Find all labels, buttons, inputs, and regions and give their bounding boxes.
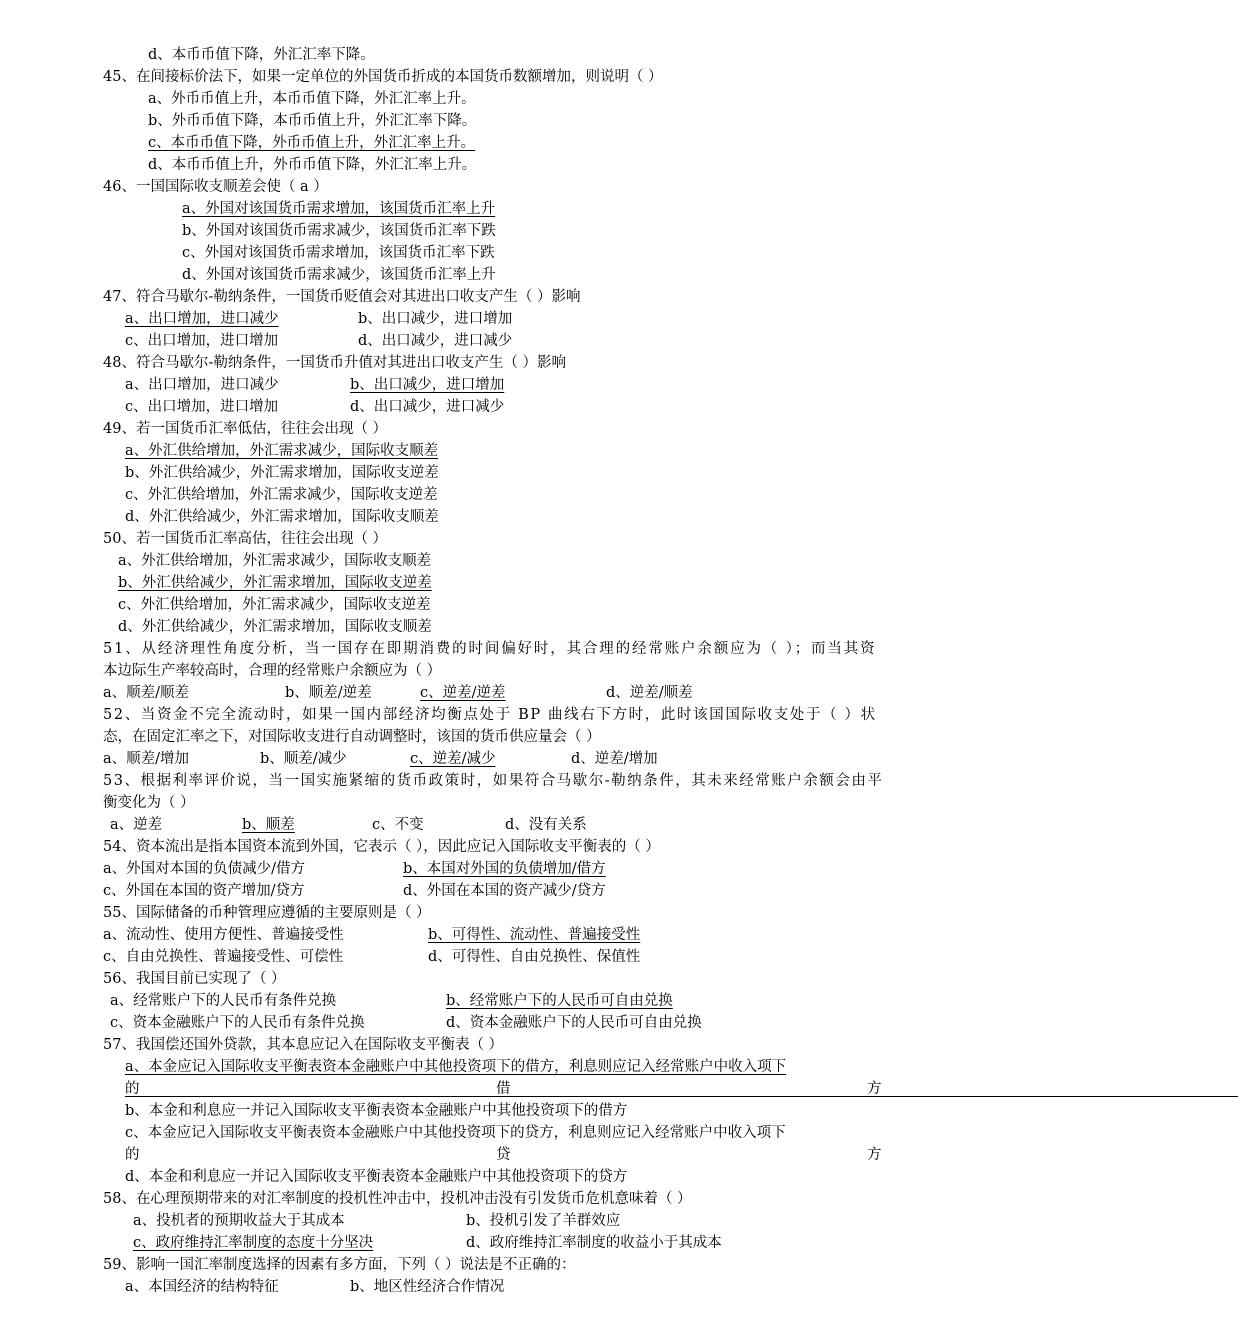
text-line-44: 衡变化为（ ）: [103, 795, 195, 811]
text-line-39: a、顺差/增加: [103, 751, 190, 767]
text-line-43: 53、根据利率评价说，当一国实施紧缩的货币政策时，如果符合马歇尔-勒纳条件，其未来经常账户余额会由平: [103, 773, 884, 789]
text-line-41: c、逆差/减少: [410, 751, 496, 767]
text-line-78: b、地区性经济合作情况: [350, 1279, 505, 1295]
text-line-46: b、顺差: [242, 817, 295, 833]
text-line-25: d、外汇供给减少，外汇需求增加，国际收支顺差: [125, 509, 439, 525]
text-line-28: b、外汇供给减少，外汇需求增加，国际收支逆差: [118, 575, 432, 591]
text-line-76: 59、影响一国汇率制度选择的因素有多方面，下列（ ）说法是不正确的：: [103, 1257, 576, 1273]
text-line-0: d、本币币值下降，外汇汇率下降。: [148, 47, 375, 63]
text-line-14: c、出口增加，进口增加: [125, 333, 279, 349]
text-line-34: b、顺差/逆差: [285, 685, 372, 701]
text-line-36: d、逆差/顺差: [606, 685, 693, 701]
text-line-23: b、外汇供给减少，外汇需求增加，国际收支逆差: [125, 465, 439, 481]
text-line-73: b、投机引发了羊群效应: [466, 1213, 621, 1229]
text-line-62: c、资本金融账户下的人民币有条件兑换: [110, 1015, 365, 1031]
text-line-68: c、本金应记入国际收支平衡表资本金融账户中其他投资项下的贷方，利息则应记入经常账户中收入项下: [125, 1125, 786, 1141]
text-line-20: d、出口减少，进口减少: [350, 399, 505, 415]
text-line-33: a、顺差/顺差: [103, 685, 190, 701]
text-line-61: b、经常账户下的人民币可自由兑换: [446, 993, 673, 1009]
text-line-26: 50、若一国货币汇率高估，往往会出现（ ）: [103, 531, 388, 547]
text-line-27: a、外汇供给增加，外汇需求减少，国际收支顺差: [118, 553, 432, 569]
text-line-17: a、出口增加，进口减少: [125, 377, 279, 393]
text-line-75: d、政府维持汇率制度的收益小于其成本: [466, 1235, 722, 1251]
text-line-5: d、本币币值上升，外币币值下降，外汇汇率上升。: [148, 157, 477, 173]
text-line-56: b、可得性、流动性、普遍接受性: [428, 927, 641, 943]
text-line-22: a、外汇供给增加，外汇需求减少，国际收支顺差: [125, 443, 439, 459]
text-line-10: d、外国对该国货币需求减少，该国货币汇率上升: [182, 267, 496, 283]
text-line-30: d、外汇供给减少，外汇需求增加，国际收支顺差: [118, 619, 432, 635]
text-line-11: 47、符合马歇尔-勒纳条件，一国货币贬值会对其进出口收支产生（ ）影响: [103, 289, 581, 305]
text-line-51: b、本国对外国的负债增加/借方: [403, 861, 606, 877]
text-line-74: c、政府维持汇率制度的态度十分坚决: [133, 1235, 374, 1251]
text-line-49: 54、资本流出是指本国资本流到外国，它表示（ ），因此应记入国际收支平衡表的（ ）: [103, 839, 660, 855]
text-line-38: 态，在固定汇率之下，对国际收支进行自动调整时，该国的货币供应量会（ ）: [103, 729, 601, 745]
text-line-29: c、外汇供给增加，外汇需求减少，国际收支逆差: [118, 597, 431, 613]
text-line-1: 45、在间接标价法下，如果一定单位的外国货币折成的本国货币数额增加，则说明（ ）: [103, 69, 663, 85]
text-line-32: 本边际生产率较高时，合理的经常账户余额应为（ ）: [103, 663, 442, 679]
text-line-66: 的借方: [125, 1081, 1238, 1097]
text-line-40: b、顺差/减少: [260, 751, 347, 767]
text-line-45: a、逆差: [110, 817, 163, 833]
text-line-64: 57、我国偿还国外贷款，其本息应记入在国际收支平衡表（ ）: [103, 1037, 504, 1053]
text-line-3: b、外币币值下降，本币币值上升，外汇汇率下降。: [148, 113, 477, 129]
text-line-2: a、外币币值上升，本币币值下降，外汇汇率上升。: [148, 91, 476, 107]
text-line-54: 55、国际储备的币种管理应遵循的主要原则是（ ）: [103, 905, 431, 921]
text-line-9: c、外国对该国货币需求增加，该国货币汇率下跌: [182, 245, 495, 261]
text-line-63: d、资本金融账户下的人民币可自由兑换: [446, 1015, 702, 1031]
text-line-77: a、本国经济的结构特征: [125, 1279, 279, 1295]
text-line-69: 的贷方: [125, 1147, 1238, 1163]
text-line-67: b、本金和利息应一并记入国际收支平衡表资本金融账户中其他投资项下的借方: [125, 1103, 628, 1119]
text-line-53: d、外国在本国的资产减少/贷方: [403, 883, 606, 899]
text-line-19: c、出口增加，进口增加: [125, 399, 279, 415]
text-line-35: c、逆差/逆差: [420, 685, 506, 701]
text-line-50: a、外国对本国的负债减少/借方: [103, 861, 306, 877]
text-line-8: b、外国对该国货币需求减少，该国货币汇率下跌: [182, 223, 496, 239]
text-line-12: a、出口增加，进口减少: [125, 311, 279, 327]
text-line-4: c、本币币值下降，外币币值上升，外汇汇率上升。: [148, 135, 476, 151]
text-line-18: b、出口减少，进口增加: [350, 377, 505, 393]
text-line-6: 46、一国国际收支顺差会使（ a ）: [103, 179, 328, 195]
text-line-71: 58、在心理预期带来的对汇率制度的投机性冲击中，投机冲击没有引发货币危机意味着（ ）: [103, 1191, 692, 1207]
text-line-58: d、可得性、自由兑换性、保值性: [428, 949, 641, 965]
text-line-55: a、流动性、使用方便性、普遍接受性: [103, 927, 344, 943]
text-line-24: c、外汇供给增加，外汇需求减少，国际收支逆差: [125, 487, 438, 503]
text-line-47: c、不变: [372, 817, 424, 833]
text-line-15: d、出口减少，进口减少: [358, 333, 513, 349]
text-line-60: a、经常账户下的人民币有条件兑换: [110, 993, 337, 1009]
text-line-13: b、出口减少，进口增加: [358, 311, 513, 327]
text-line-57: c、自由兑换性、普遍接受性、可偿性: [103, 949, 344, 965]
text-line-31: 51、从经济理性角度分析，当一国存在即期消费的时间偏好时，其合理的经常账户余额应为（ ）；而当其资: [103, 641, 877, 657]
text-line-37: 52、当资金不完全流动时，如果一国内部经济均衡点处于 BP 曲线右下方时，此时该国国际收支处于（ ）状: [103, 707, 877, 723]
text-line-59: 56、我国目前已实现了（ ）: [103, 971, 286, 987]
text-line-65: a、本金应记入国际收支平衡表资本金融账户中其他投资项下的借方，利息则应记入经常账户中收入项下: [125, 1059, 787, 1075]
text-line-16: 48、符合马歇尔-勒纳条件，一国货币升值对其进出口收支产生（ ）影响: [103, 355, 566, 371]
text-line-7: a、外国对该国货币需求增加，该国货币汇率上升: [182, 201, 496, 217]
text-line-21: 49、若一国货币汇率低估，往往会出现（ ）: [103, 421, 388, 437]
text-line-48: d、没有关系: [505, 817, 587, 833]
text-line-70: d、本金和利息应一并记入国际收支平衡表资本金融账户中其他投资项下的贷方: [125, 1169, 628, 1185]
text-line-52: c、外国在本国的资产增加/贷方: [103, 883, 305, 899]
text-line-72: a、投机者的预期收益大于其成本: [133, 1213, 345, 1229]
text-line-42: d、逆差/增加: [571, 751, 658, 767]
